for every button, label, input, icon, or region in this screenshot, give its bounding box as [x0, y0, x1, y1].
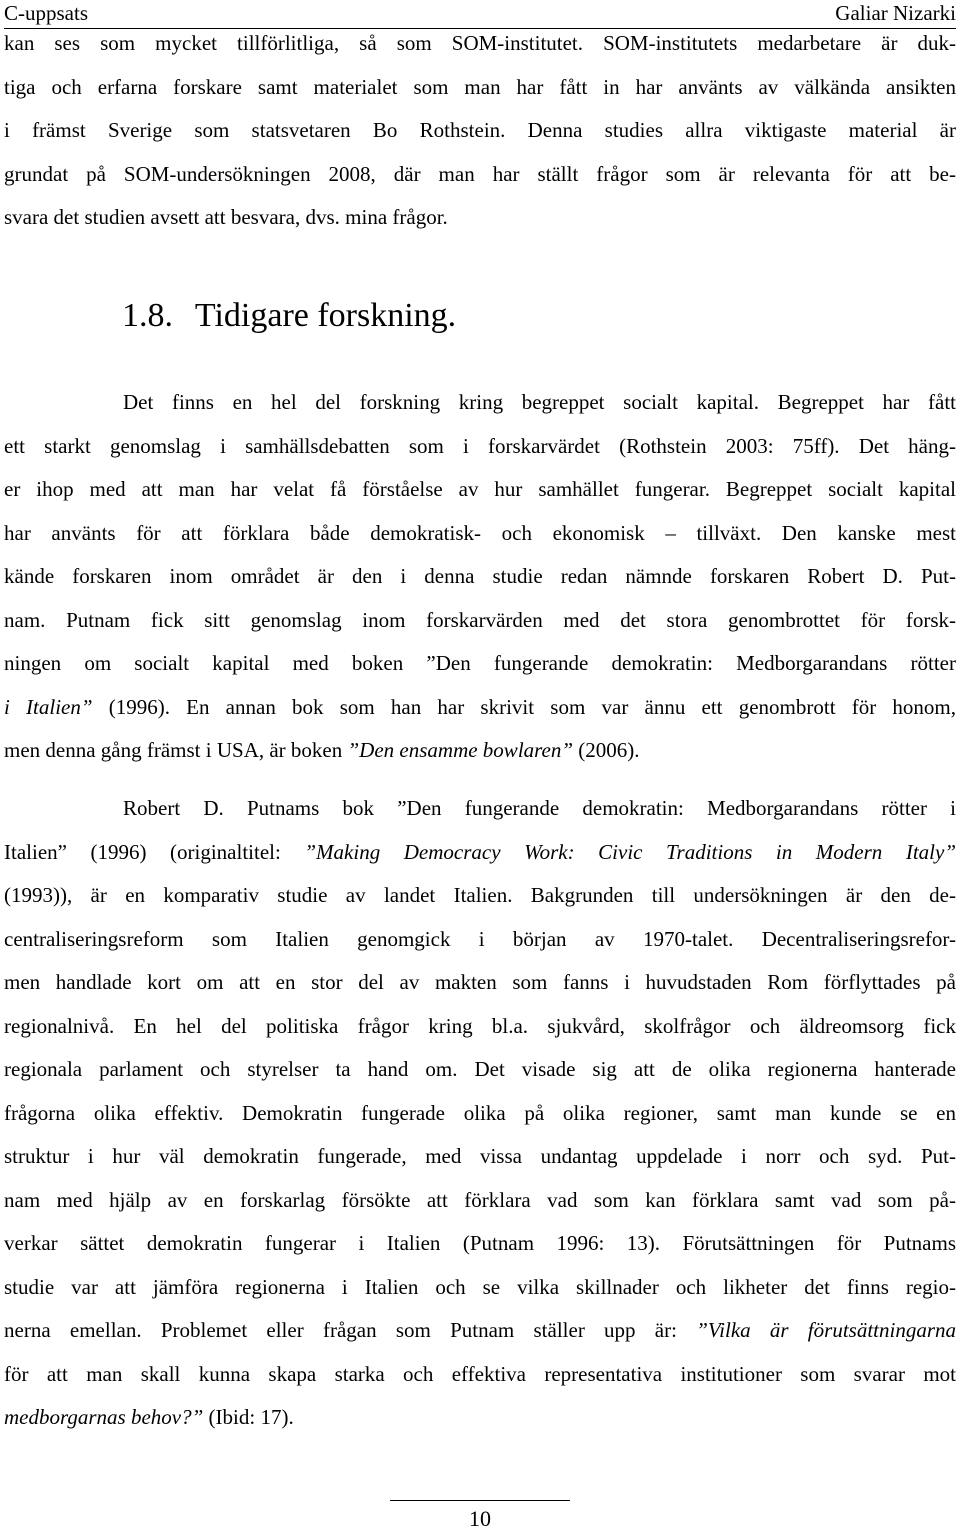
text-line: för att man skall kunna skapa starka och effektiva representativa institutioner som svarar mot: [4, 1361, 956, 1386]
text-run: Italien” (1996) (originaltitel:: [4, 839, 305, 864]
text-run: (Ibid: 17).: [203, 1405, 294, 1429]
header-author: Galiar Nizarki: [835, 1, 956, 25]
text-line: struktur i hur väl demokratin fungerade, med vissa undantag uppdelade i norr och syd. Put-: [4, 1144, 956, 1168]
text-line: grundat på SOM-undersökningen 2008, där man har ställt frågor som är relevanta för att be-: [4, 161, 956, 186]
text-line: centraliseringsreform som Italien genomgick i början av 1970-talet. Decentraliseringsrefor-: [4, 926, 956, 951]
text-line: nam. Putnam fick sitt genomslag inom forskarvärden med det stora genombrottet för forsk-: [4, 607, 956, 632]
paragraph-putnam: [4, 787, 956, 1440]
page-number: 10: [469, 1506, 491, 1531]
text-line: kände forskaren inom området är den i denna studie redan nämnde forskaren Robert D. Put-: [4, 564, 956, 588]
section-title: Tidigare forskning.: [194, 297, 457, 334]
text-line: [4, 642, 956, 686]
book-title: ”Den ensamme bowlaren”: [347, 738, 574, 762]
text-run: (1996). En annan bok som han har skrivit som var ännu ett genombrott för honom,: [92, 694, 956, 719]
text-run: ningen om socialt kapital med boken: [4, 651, 427, 675]
text-line: frågorna olika effektiv. Demokratin fungerade olika på olika regioner, samt man kunde se en: [4, 1100, 956, 1125]
text-line: Robert D. Putnams bok ”Den fungerande demokratin: Medborgarandans rötter i: [123, 796, 956, 820]
book-title: ”Making Democracy Work: Civic Traditions in Modern Italy”: [304, 839, 956, 864]
text-line: [4, 729, 956, 773]
text-line: [4, 1396, 956, 1440]
text-line: (1993)), är en komparativ studie av landet Italien. Bakgrunden till undersökningen är den de-: [4, 883, 956, 907]
text-line: kan ses som mycket tillförlitliga, så som SOM-institutet. SOM-institutets medarbetare är duk-: [4, 31, 956, 55]
text-line: svara det studien avsett att besvara, dvs. mina frågor.: [4, 205, 448, 229]
section-heading: [122, 297, 456, 335]
quoted-question: ”Vilka är förutsättningarna: [696, 1318, 956, 1342]
book-title: i Italien”: [4, 694, 93, 719]
text-line: verkar sättet demokratin fungerar i Italien (Putnam 1996: 13). Förutsättningen för Putnams: [4, 1231, 956, 1255]
text-line: nam med hjälp av en forskarlag försökte att förklara vad som kan förklara samt vad som på-: [4, 1187, 956, 1212]
text-line: har använts för att förklara både demokratisk- och ekonomisk – tillväxt. Den kanske mest: [4, 520, 956, 545]
text-line: er ihop med att man har velat få förståelse av hur samhället fungerar. Begreppet socialt kapital: [4, 477, 956, 501]
footer-rule: [390, 1500, 570, 1501]
text-line: tiga och erfarna forskare samt materialet som man har fått in har använts av välkända ansikten: [4, 74, 956, 99]
text-run: men denna gång främst i USA, är boken: [4, 738, 348, 762]
text-line: regionala parlament och styrelser ta hand om. Det visade sig att de olika regionerna hanterade: [4, 1057, 956, 1081]
text-line: i främst Sverige som statsvetaren Bo Rothstein. Denna studies allra viktigaste material är: [4, 118, 956, 142]
section-number: 1.8.: [122, 297, 173, 334]
text-line: studie var att jämföra regionerna i Italien och se vilka skillnader och likheter det finns regio-: [4, 1274, 956, 1299]
text-line: men handlade kort om att en stor del av makten som fanns i huvudstaden Rom förflyttades på: [4, 970, 956, 994]
text-line: [4, 831, 956, 875]
text-line: [4, 686, 956, 730]
text-run: (2006).: [573, 738, 640, 762]
paragraph-research: [4, 381, 956, 773]
book-title: ”Den fungerande demokratin: Medborgarandans rötter: [426, 651, 956, 675]
header-course: C-uppsats: [4, 1, 88, 25]
text-line: [4, 1309, 956, 1353]
paragraph-intro: [4, 22, 956, 240]
text-line: Det finns en hel del forskning kring begreppet socialt kapital. Begreppet har fått: [123, 390, 956, 414]
quoted-question: medborgarnas behov?”: [4, 1405, 204, 1429]
text-line: ett starkt genomslag i samhällsdebatten som i forskarvärdet (Rothstein 2003: 75ff). Det häng-: [4, 433, 956, 458]
text-line: regionalnivå. En hel del politiska frågor kring bl.a. sjukvård, skolfrågor och äldreomsorg fick: [4, 1013, 956, 1038]
text-run: nerna emellan. Problemet eller frågan som Putnam ställer upp är:: [4, 1318, 697, 1342]
